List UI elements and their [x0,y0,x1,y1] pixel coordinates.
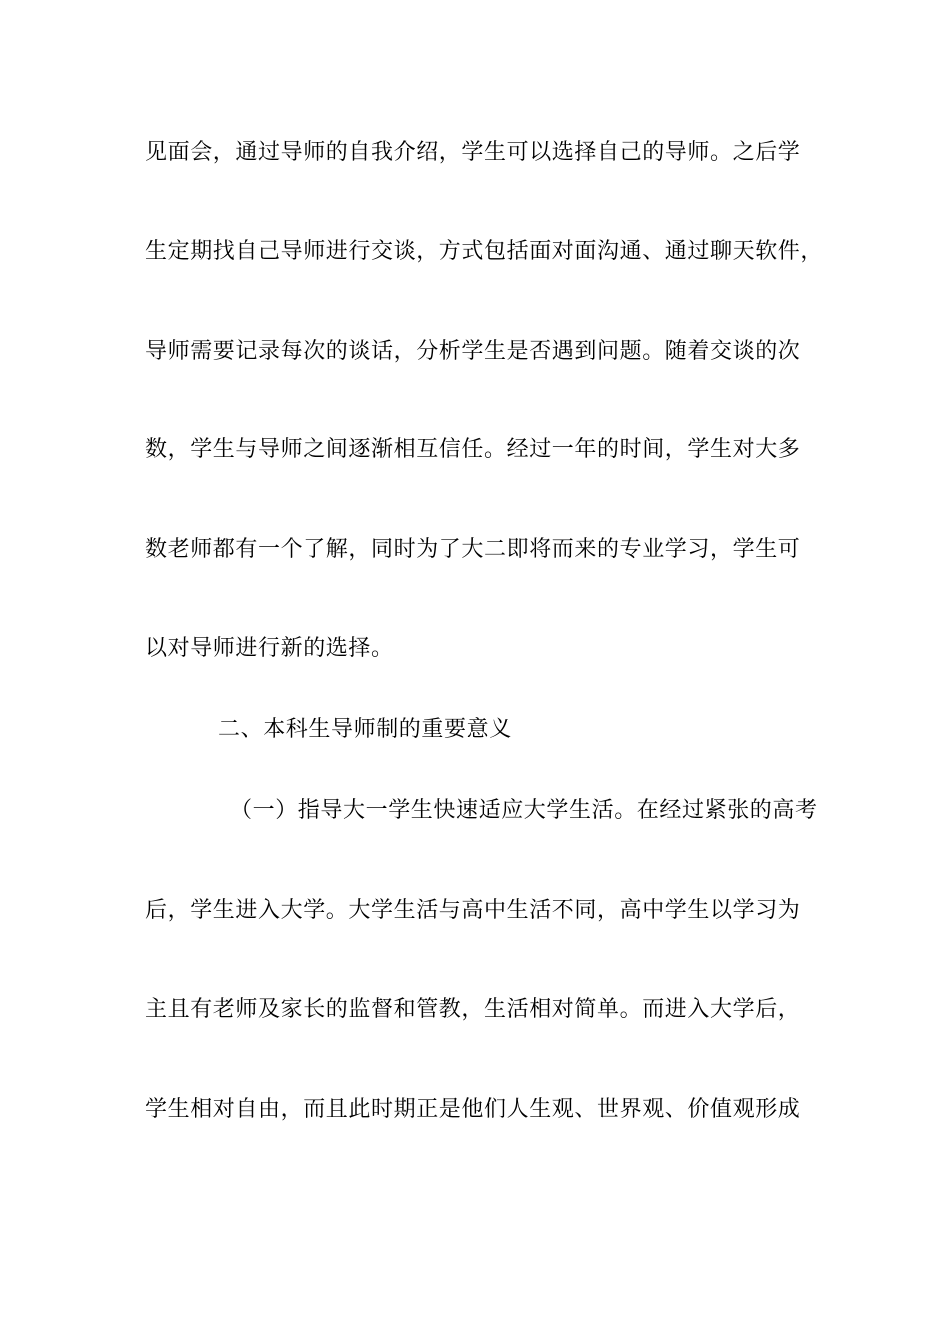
paragraph-line: 见面会，通过导师的自我介绍，学生可以选择自己的导师。之后学 [145,140,801,165]
paragraph-line: 导师需要记录每次的谈话，分析学生是否遇到问题。随着交谈的次 [145,339,801,364]
paragraph-line: 后，学生进入大学。大学生活与高中生活不同，高中学生以学习为 [145,898,801,923]
subsection-first-line: （一）指导大一学生快速适应大学生活。在经过紧张的高考 [230,798,818,823]
section-heading: 二、本科生导师制的重要意义 [218,717,512,742]
paragraph-line: 主且有老师及家长的监督和管教，生活相对简单。而进入大学后， [145,997,801,1022]
paragraph-line: 以对导师进行新的选择。 [145,636,394,661]
paragraph-line: 数老师都有一个了解，同时为了大二即将而来的专业学习，学生可 [145,537,801,562]
paragraph-line: 数，学生与导师之间逐渐相互信任。经过一年的时间，学生对大多 [145,437,801,462]
paragraph-line: 生定期找自己导师进行交谈，方式包括面对面沟通、通过聊天软件， [145,239,824,264]
paragraph-line: 学生相对自由，而且此时期正是他们人生观、世界观、价值观形成 [145,1097,801,1122]
